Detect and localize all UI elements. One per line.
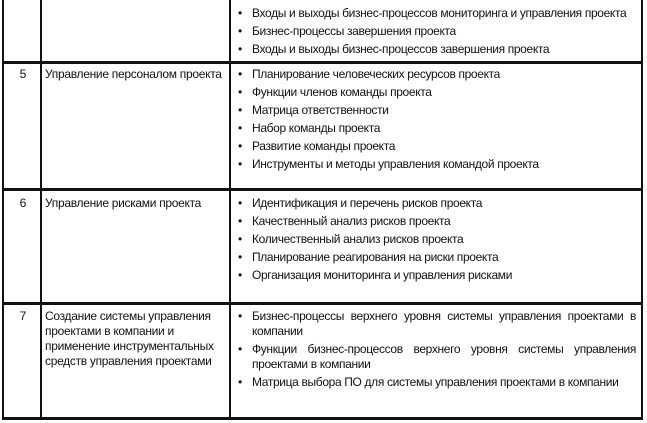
list-item: • Бизнес-процессы верхнего уровня системы управления проектами в компании [234,309,636,339]
list-item: • Идентификация и перечень рисков проекта [234,196,636,211]
list-item: • Планирование реагирования на риски проекта [234,250,636,265]
topic-items-list [234,309,636,393]
topic-items-list [234,6,636,60]
table-row [2,191,643,302]
list-item: • Развитие команды проекта [234,139,636,154]
list-item: • Матрица ответственности [234,103,636,118]
topic-title: Создание системы управления проектами в компании и применение инструментальных средств управления проектами [45,309,214,368]
topic-items-list [234,67,636,175]
row-number: 6 [19,196,27,210]
curriculum-table [2,0,643,420]
list-item: • Качественный анализ рисков проекта [234,214,636,229]
topic-items-list [234,196,636,286]
list-item: • Бизнес-процессы завершения проекта [234,24,636,39]
list-item: • Набор команды проекта [234,121,636,136]
table-row [2,305,643,417]
list-item: • Инструменты и методы управления командой проекта [234,157,636,172]
row-number: 5 [19,67,27,81]
table-row [2,64,643,188]
list-item: • Планирование человеческих ресурсов проекта [234,67,636,82]
list-item: • Матрица выбора ПО для системы управления проектами в компании [234,375,636,390]
list-item: • Количественный анализ рисков проекта [234,232,636,247]
table-row [2,0,643,61]
list-item: • Организация мониторинга и управления рисками [234,268,636,283]
topic-title: Управление персоналом проекта [45,67,222,81]
list-item: • Функции членов команды проекта [234,85,636,100]
list-item: • Входы и выходы бизнес-процессов завершения проекта [234,42,636,57]
list-item: • Входы и выходы бизнес-процессов мониторинга и управления проекта [234,6,636,21]
topic-title: Управление рисками проекта [45,196,202,210]
table-border-bottom [2,417,643,420]
row-number: 7 [19,309,27,323]
list-item: • Функции бизнес-процессов верхнего уровня системы управления проектами в компании [234,342,636,372]
